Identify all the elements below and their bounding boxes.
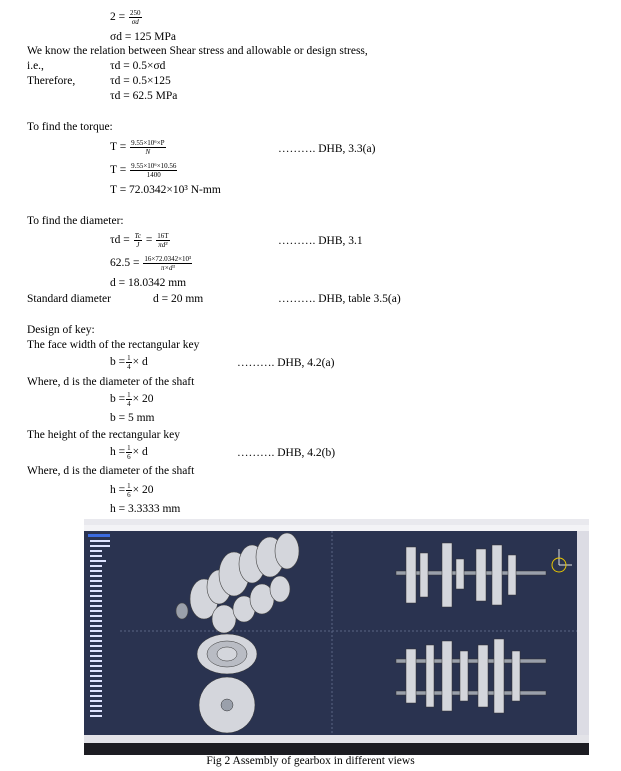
eq1-fraction: $\frac{250}{\sigma d}$ xyxy=(130,9,141,26)
h-result: h = 3.3333 mm xyxy=(110,503,181,515)
dia-eq1-ref: ………. DHB, 3.1 xyxy=(278,235,363,247)
torque-heading: To find the torque: xyxy=(27,121,113,133)
key-heading: Design of key: xyxy=(27,324,95,336)
std-label: Standard diameter xyxy=(27,293,111,305)
b-eq2: b = $\frac{1}{4}$ × 20 xyxy=(110,391,154,408)
therefore-equation: τd = 0.5×125 xyxy=(110,75,171,87)
ie-equation: τd = 0.5×σd xyxy=(110,60,166,72)
ie-label: i.e., xyxy=(27,60,44,72)
torque-eq2-fraction: $\frac{\text{9.55×10⁶×10.56}}{1400}$ xyxy=(131,162,177,179)
relation-intro: We know the relation between Shear stress and allowable or design stress, xyxy=(27,45,368,57)
h-eq2: h = $\frac{1}{6}$ × 20 xyxy=(110,482,154,499)
torque-result: T = 72.0342×10³ N-mm xyxy=(110,184,221,196)
torque-eq2: T = $\frac{\text{9.55×10⁶×10.56}}{1400}$ xyxy=(110,162,177,179)
b-result: b = 5 mm xyxy=(110,412,155,424)
eq-sigma-result: σd = 125 MPa xyxy=(110,31,177,43)
side-gear-view xyxy=(197,634,257,733)
axis-compass-icon xyxy=(552,549,572,572)
std-ref: ………. DHB, table 3.5(a) xyxy=(278,293,401,305)
height-intro: The height of the rectangular key xyxy=(27,429,180,441)
dia-eq1: τd = $\frac{Tc}{J}$ = $\frac{16T}{\text{πd³}}$ xyxy=(110,232,169,249)
figure-caption: Fig 2 Assembly of gearbox in different views xyxy=(206,755,415,767)
torque-eq1-fraction: $\frac{\text{9.55×10⁶×P}}{N}$ xyxy=(131,139,165,156)
std-value: d = 20 mm xyxy=(153,293,204,305)
face-width-intro: The face width of the rectangular key xyxy=(27,339,200,351)
where-2: Where, d is the diameter of the shaft xyxy=(27,465,195,477)
specification-tree xyxy=(88,534,110,717)
therefore-label: Therefore, xyxy=(27,75,76,87)
eq1-lhs: 2 = xyxy=(110,11,126,24)
top-gear-view xyxy=(396,639,546,713)
dia-result: d = 18.0342 mm xyxy=(110,277,187,289)
eq-design-stress xyxy=(110,9,143,26)
h-eq1: h = $\frac{1}{6}$ × d xyxy=(110,444,148,461)
h-eq1-ref: ………. DHB, 4.2(b) xyxy=(237,447,336,459)
gearbox-screenshot xyxy=(84,519,589,755)
b-eq1: b = $\frac{1}{4}$ × d xyxy=(110,354,148,371)
diameter-heading: To find the diameter: xyxy=(27,215,124,227)
tau-result: τd = 62.5 MPa xyxy=(110,90,178,102)
dia-eq2: 62.5 = $\frac{\text{16×72.0342×10³}}{\text{π×d³}}$ xyxy=(110,255,192,272)
gearbox-views-svg xyxy=(84,519,589,755)
front-gear-view xyxy=(396,543,546,607)
b-eq1-ref: ………. DHB, 4.2(a) xyxy=(237,357,335,369)
where-1: Where, d is the diameter of the shaft xyxy=(27,376,195,388)
torque-eq1-ref: ………. DHB, 3.3(a) xyxy=(278,143,376,155)
isometric-gear-view xyxy=(176,533,299,633)
torque-eq1: T = $\frac{\text{9.55×10⁶×P}}{N}$ xyxy=(110,139,165,156)
